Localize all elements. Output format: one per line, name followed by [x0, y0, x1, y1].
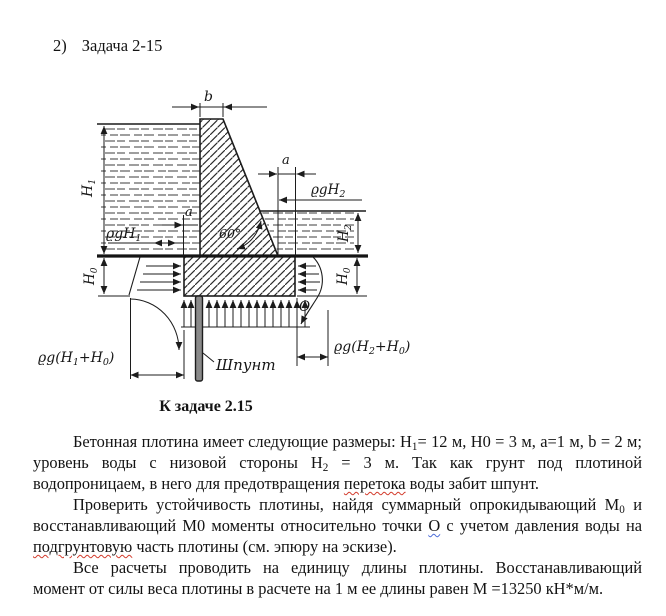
label-h0-left: $H_0$: [82, 267, 100, 285]
text-run: Бетонная плотина имеет следующие размеры: Н: [73, 432, 412, 451]
label-a-right: a: [282, 153, 290, 168]
text-run: = 12 м, Н0 = 3 м, а=1 м, b = 2 м; уровень воды с низовой стороны Н: [33, 432, 642, 472]
text-run: и восстанавливающий М0 моменты относительно точки: [33, 495, 642, 535]
paragraph-task: [33, 494, 642, 557]
text-run: часть плотины (см. эпюру на эскизе).: [132, 537, 397, 556]
text-run: Все расчеты проводить на единицу длины плотины. Восстанавливающий момент от силы веса плотины в расчете на 1 м ее длины равен М =13250 кН*м/м.: [33, 558, 642, 598]
label-rho-g-h2: ϱgH$_2$: [311, 182, 346, 200]
sheet-pile: [196, 296, 203, 381]
subscript: 1: [411, 441, 418, 454]
subscript: 2: [322, 462, 329, 475]
list-number: 2): [53, 36, 67, 55]
label-h2: $H_2$: [336, 224, 354, 242]
uplift-left-dimension: [131, 298, 185, 379]
label-uplift-left: $ϱg(H_1+H_0)$: [38, 350, 115, 368]
label-angle-60: 60°: [219, 226, 242, 241]
dam-foundation: [184, 256, 295, 296]
label-a-left: a: [185, 205, 193, 220]
upstream-face-pressure: [129, 257, 181, 295]
paragraph-note: [33, 557, 642, 599]
paragraph-given: [33, 431, 642, 494]
label-b: b: [204, 89, 213, 105]
dimension-b: [172, 103, 267, 117]
spellcheck-word: подгрунтовую: [33, 537, 133, 556]
figure-caption: К задаче 2.15: [159, 398, 253, 415]
label-h0-right: $H_0$: [335, 267, 353, 285]
problem-title: Задача 2-15: [81, 36, 163, 55]
text-run: Проверить устойчивость плотины, найдя суммарный опрокидывающий М: [73, 495, 620, 514]
label-sheet-pile: Шпунт: [216, 356, 276, 374]
label-rho-g-h1: ϱgH$_1$: [106, 226, 142, 244]
label-h1: $H_1$: [80, 178, 98, 197]
spellcheck-word: О: [428, 516, 441, 535]
spellcheck-word: перетока: [343, 474, 406, 493]
sheet-pile-leader: [203, 353, 214, 362]
text-run: воды забит шпунт.: [405, 474, 539, 493]
text-run: с учетом давления воды на: [440, 516, 642, 535]
dimension-h0-left: [98, 258, 130, 296]
problem-text: [33, 431, 642, 599]
text-run: = 3 м. Так как грунт под плотиной водопроницаем, в него для предотвращения: [33, 453, 642, 493]
label-uplift-right: $ϱg(H_2+H_0)$: [334, 339, 411, 357]
label-point-o: O: [299, 299, 311, 315]
subscript: 0: [619, 504, 625, 517]
